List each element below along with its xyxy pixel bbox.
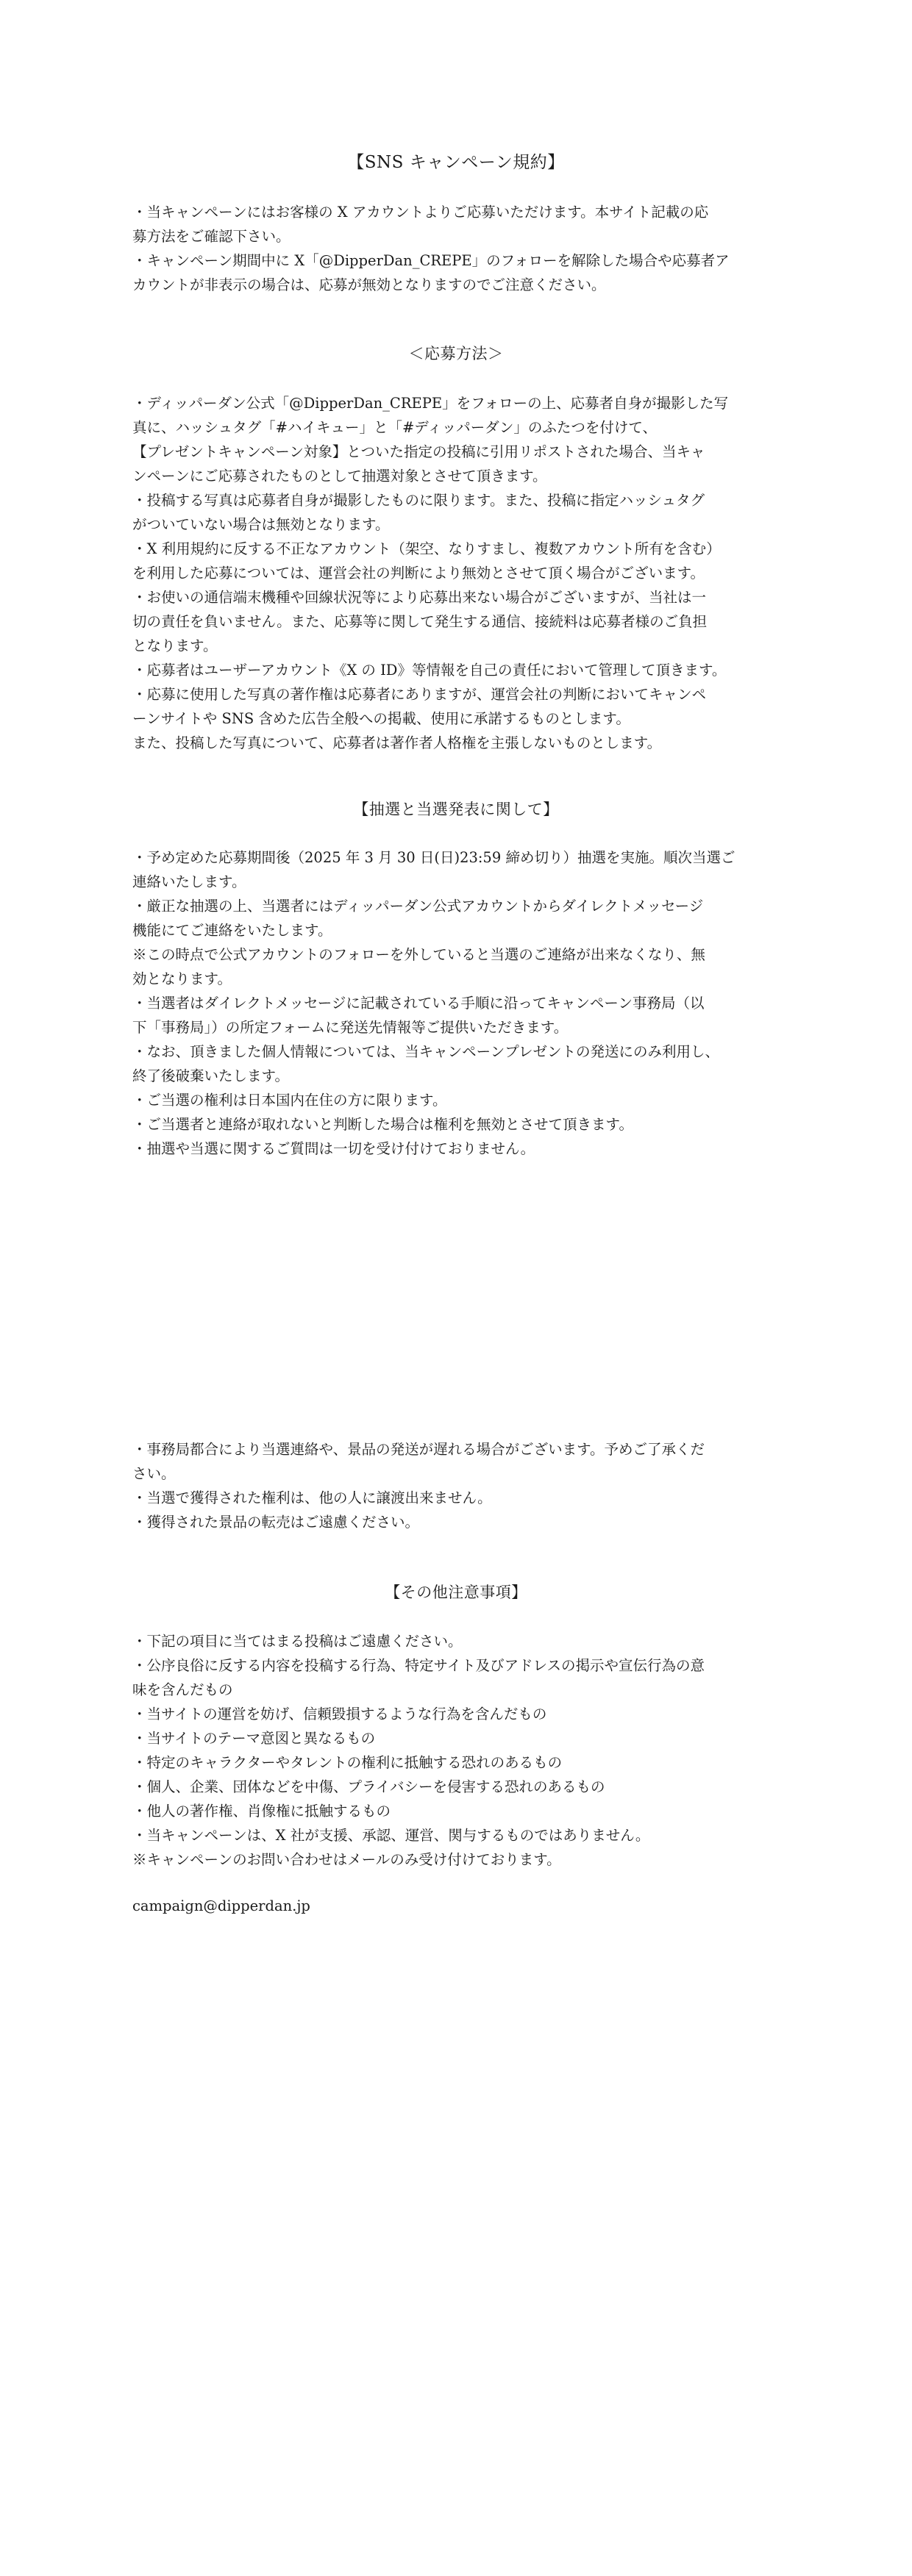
rule-line: ・当選者はダイレクトメッセージに記載されている手順に沿ってキャンペーン事務局（以 [132,995,705,1012]
rule-line: また、投稿した写真について、応募者は著作者人格権を主張しないものとします。 [132,734,662,751]
rule-line: 真に、ハッシュタグ「#ハイキュー」と「#ディッパーダン」のふたつを付けて、 [132,419,658,436]
rule-line: ・予め定めた応募期間後（2025 年 3 月 30 日(日)23:59 締め切り）抽選を実施。順次当選ご [132,849,735,866]
rule-line: を利用した応募については、運営会社の判断により無効とさせて頂く場合がございます。 [132,565,705,582]
contact-email[interactable]: campaign@dipperdan.jp [132,1897,310,1914]
rule-line: ・応募者はユーザーアカウント《X の ID》等情報を自己の責任において管理して頂きます。 [132,662,727,679]
rule-line: ・獲得された景品の転売はご遠慮ください。 [132,1514,420,1531]
lottery-block-continued [132,1437,780,1534]
rule-line: ・厳正な抽選の上、当選者にはディッパーダン公式アカウントからダイレクトメッセージ [132,898,704,915]
intro-line: カウントが非表示の場合は、応募が無効となりますのでご注意ください。 [132,276,606,293]
rule-line: ・当選で獲得された権利は、他の人に譲渡出来ません。 [132,1489,492,1506]
how-to-apply-heading: ＜応募方法＞ [408,345,504,362]
other-notes-heading: 【その他注意事項】 [385,1584,527,1601]
rule-line: ※キャンペーンのお問い合わせはメールのみ受け付けております。 [132,1851,561,1868]
rule-line: ・当サイトのテーマ意図と異なるもの [132,1730,376,1747]
lottery-heading: 【抽選と当選発表に関して】 [353,801,559,818]
rule-line: となります。 [132,637,218,654]
intro-block [132,200,780,297]
rule-line: ・当キャンペーンは、X 社が支援、承認、運営、関与するものではありません。 [132,1827,650,1844]
rule-line: ※この時点で公式アカウントのフォローを外していると当選のご連絡が出来なくなり、無 [132,946,705,963]
rule-line: ・抽選や当選に関するご質問は一切を受け付けておりません。 [132,1140,535,1157]
rule-line: ・事務局都合により当選連絡や、景品の発送が遅れる場合がございます。予めご了承くだ [132,1441,705,1458]
page-title: 【SNS キャンペーン規約】 [347,153,565,172]
intro-line: ・キャンペーン期間中に X「@DipperDan_CREPE」のフォローを解除した場合や応募者ア [132,252,730,269]
rule-line: ーンサイトや SNS 含めた広告全般への掲載、使用に承諾するものとします。 [132,710,630,727]
rule-line: 機能にてご連絡をいたします。 [132,922,332,939]
rule-line: 味を含んだもの [132,1681,233,1698]
rule-line: ・下記の項目に当てはまる投稿はご遠慮ください。 [132,1633,463,1650]
rule-line: ・X 利用規約に反する不正なアカウント（架空、なりすまし、複数アカウント所有を含む） [132,540,721,557]
rule-line: ・当サイトの運営を妨げ、信頼毀損するような行為を含んだもの [132,1706,547,1722]
how-to-apply-block [132,391,780,755]
rule-line: ・お使いの通信端末機種や回線状況等により応募出来ない場合がございますが、当社は一 [132,589,707,606]
rule-line: ・ディッパーダン公式「@DipperDan_CREPE」をフォローの上、応募者自身が撮影した写 [132,395,729,412]
rule-line: ・公序良俗に反する内容を投稿する行為、特定サイト及びアドレスの掲示や宣伝行為の意 [132,1657,705,1674]
other-notes-block [132,1629,780,1872]
intro-line: 募方法をご確認下さい。 [132,228,291,245]
rule-line: ・なお、頂きました個人情報については、当キャンペーンプレゼントの発送にのみ利用し、 [132,1043,719,1060]
rule-line: さい。 [132,1465,176,1482]
rule-line: ・投稿する写真は応募者自身が撮影したものに限ります。また、投稿に指定ハッシュタグ [132,492,705,509]
rule-line: 効となります。 [132,970,232,987]
intro-line: ・当キャンペーンにはお客様の X アカウントよりご応募いただけます。本サイト記載の応 [132,204,709,221]
lottery-block [132,845,780,1161]
rule-line: ・ご当選者と連絡が取れないと判断した場合は権利を無効とさせて頂きます。 [132,1116,633,1133]
rule-line: 【プレゼントキャンペーン対象】とついた指定の投稿に引用リポストされた場合、当キャ [132,443,705,460]
rule-line: ・他人の著作権、肖像権に抵触するもの [132,1803,391,1820]
rule-line: 切の責任を負いません。また、応募等に関して発生する通信、接続料は応募者様のご負担 [132,613,708,630]
rule-line: ・個人、企業、団体などを中傷、プライバシーを侵害する恐れのあるもの [132,1778,605,1795]
rule-line: ・応募に使用した写真の著作権は応募者にありますが、運営会社の判断においてキャンペ [132,686,707,703]
rule-line: 連絡いたします。 [132,873,246,890]
rule-line: ンペーンにご応募されたものとして抽選対象とさせて頂きます。 [132,468,547,484]
rule-line: ・特定のキャラクターやタレントの権利に抵触する恐れのあるもの [132,1754,563,1771]
rule-line: 下「事務局」）の所定フォームに発送先情報等ご提供いただきます。 [132,1019,569,1036]
rule-line: 終了後破棄いたします。 [132,1067,289,1084]
rule-line: ・ご当選の権利は日本国内在住の方に限ります。 [132,1092,447,1109]
rule-line: がついていない場合は無効となります。 [132,516,390,533]
